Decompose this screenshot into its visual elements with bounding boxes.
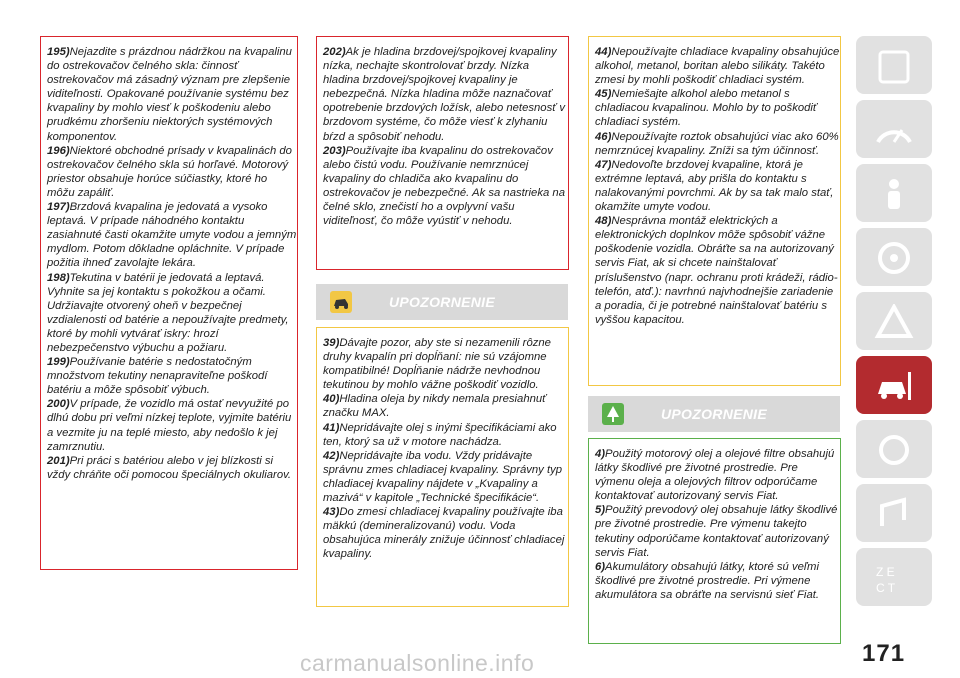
note-text: Do zmesi chladiacej kvapaliny používajte iba mäkkú (demineralizovanú) vodu. Voda obsahujúca minerály znižuje účinnosť chladiacej kvapaliny. [323,506,565,561]
note-item [323,336,568,392]
note-item [323,45,568,144]
note-item [47,454,297,482]
note-item [323,449,568,505]
svg-text:C T: C T [876,581,896,595]
warning-triangle-icon [874,304,914,340]
note-number: 46) [595,130,612,143]
note-text: Použitý prevodový olej obsahuje látky škodlivé pre životné prostredie. Pre výmenu takejto tekutiny odporúčame kontaktovať autorizovaný servis Fiat. [595,504,838,559]
note-number: 4) [595,448,606,460]
note-text: V prípade, že vozidlo má ostať nevyužité po dlhú dobu pri veľmi nízkej teplote, vyjmite batériu a vezmite ju na teplé miesto, aby nedošlo k jej zamrznutiu. [47,398,292,453]
warning-title: UPOZORNENIE [661,406,767,422]
note-item [595,447,840,503]
note-text: Brzdová kvapalina je jedovatá a vysoko leptavá. V prípade náhodného kontaktu zasiahnuté časti okamžite umyte vodou a jemným mydlom. Potom dôkladne opláchnite. V prípade požitia ihneď zavolajte lekára. [47,201,297,270]
chapter-tab-8[interactable] [856,484,932,542]
warning-title: UPOZORNENIE [389,294,495,310]
specifications-icon [874,432,914,468]
note-number: 195) [47,46,70,58]
watermark: carmanualsonline.info [300,650,535,676]
note-number: 48) [595,215,612,228]
note-number: 47) [595,158,612,171]
note-text: Používajte iba kvapalinu do ostrekovačov alebo čistú vodu. Používanie nemrznúcej kvapaliny do chladiča ako kvapalinu do ostrekovačov je nebezpečné. Ak sa nastriekа na čelné sklo, znečistí ho a ovplyvní vašu viditeľnosť, čo môže vyústiť v nehodu. [323,144,565,228]
note-item [47,271,297,356]
note-text: Použitý motorový olej a olejové filtre obsahujú látky škodlivé pre životné prostredie. Pre výmenu oleja a olejových filtrov odporúčame kontaktovať autorizovaný servis Fiat. [595,448,835,503]
note-number: 196) [47,144,70,157]
warning-header-2 [588,396,840,432]
multimedia-icon [874,496,914,532]
note-number: 5) [595,504,606,517]
note-text: Nemiešajte alkohol alebo metanol s chladiacou kvapalinou. Mohlo by to poškodiť chladiaci systém. [595,88,817,129]
dashboard-icon [874,112,914,148]
note-number: 40) [323,393,340,406]
chapter-tab-4[interactable] [856,228,932,286]
index-letters-icon [874,560,914,596]
note-number: 203) [323,144,346,157]
page-number: 171 [862,640,906,667]
chapter-tab-3[interactable] [856,164,932,222]
chapter-tab-7[interactable] [856,420,932,478]
note-item [47,144,297,200]
chapter-tabs [856,36,932,612]
note-item [595,130,840,158]
notes-column-warning [316,327,569,607]
note-number: 197) [47,201,70,214]
note-item [323,505,568,561]
chapter-tab-6[interactable] [856,356,932,414]
note-number: 39) [323,337,340,349]
notes-column-2 [316,36,569,270]
note-number: 198) [47,271,70,284]
note-item [595,87,840,129]
warning-header-1 [316,284,568,320]
note-text: Používanie batérie s nedostatočným množstvom tekutiny nenapraviteľne poškodí batériu a môže spôsobiť výbuch. [47,356,268,397]
note-item [595,158,840,214]
note-number: 44) [595,46,612,58]
note-item [323,392,568,420]
note-number: 199) [47,356,70,369]
note-number: 201) [47,454,70,467]
note-number: 45) [595,88,612,101]
car-info-icon [874,48,914,84]
note-text: Nedovoľte brzdovej kvapaline, ktorá je extrémne leptavá, aby prišla do kontaktu s nalakovanými povrchmi. Ak by sa tak malo stať, okamžite umyte vodou. [595,158,834,214]
note-text: Akumulátory obsahujú látky, ktoré sú veľmi škodlivé pre životné prostredie. Pri výmene akumulátora sa obráťte na servisnú sieť Fiat. [595,560,820,601]
car-maintenance-icon [874,368,914,404]
note-text: Nepridávajte iba vodu. Vždy pridávajte správnu zmes chladiacej kvapaliny. Správny typ chladiacej kvapaliny nájdete v „Kvapaliny a mazivá“ v kapitole „Technické špecifikácie“. [323,449,563,505]
note-item [47,45,297,144]
seatbelt-safety-icon [874,176,914,212]
note-text: Hladina oleja by nikdy nemala presiahnuť značku MAX. [323,393,547,420]
note-number: 43) [323,506,340,519]
note-item [323,144,568,229]
note-item [47,397,297,453]
note-item [323,421,568,449]
note-number: 6) [595,560,606,573]
chapter-tab-2[interactable] [856,100,932,158]
notes-column-environment [588,438,841,644]
note-text: Niektoré obchodné prísady v kvapalinách do ostrekovačov čelného skla sú horľavé. Motorový priestor obsahuje horúce súčiastky, ktoré ho môžu zapáliť. [47,144,292,199]
note-number: 200) [47,398,70,411]
notes-column-1 [40,36,298,570]
note-number: 41) [323,421,340,434]
steering-wheel-icon [874,240,914,276]
note-item [595,560,840,602]
note-text: Nepoužívajte chladiace kvapaliny obsahujúce alkohol, metanol, boritan alebo silikáty. Takéto zmesi by mohli poškodiť chladiaci systém. [595,46,840,87]
note-item [595,45,840,87]
note-item [595,503,840,559]
note-number: 202) [323,46,346,58]
note-text: Nesprávna montáž elektrických a elektronických doplnkov môže spôsobiť vážne poškodenie vozidla. Obráťte sa na autorizovaný servis Fiat, ak si chcete nainštalovať príslušenstvo (napr. ochranu proti krádeži, rádio-telefón, atď.): navrhnú najvhodnejšie zariadenie a poradia, či je potrebné nainštalovať batériu s vyššou kapacitou. [595,215,838,326]
note-text: Tekutina v batérii je jedovatá a leptavá. Vyhnite sa jej kontaktu s pokožkou a očami. Udržiavajte otvorený oheň v bezpečnej vzdialenosti od batérie a nepoužívajte predmety, ktoré by mohli vytvárať iskry: hrozí nebezpečenstvo výbuchu a požiaru. [47,271,289,354]
note-text: Ak je hladina brzdovej/spojkovej kvapaliny nízka, nechajte skontrolovať brzdy. Nízka hladina brzdovej/spojkovej kvapaliny je nebezpečná. Nízka hladina môže naznačovať opotrebenie brzdových ložísk, alebo netesnosť v brzdovom systéme, čo môže viesť k zlyhaniu bŕzd a spôsobiť nehodu. [323,46,566,143]
note-item [47,355,297,397]
note-text: Dávajte pozor, aby ste si nezamenili rôzne druhy kvapalín pri dopĺňaní: nie sú vzájomne kompatibilné! Dopĺňanie nádrže nevhodnou tekutinou by mohlo vážne poškodiť vozidlo. [323,337,551,392]
chapter-tab-5[interactable] [856,292,932,350]
chapter-tab-9[interactable] [856,548,932,606]
note-text: Nepoužívajte roztok obsahujúci viac ako 60% nemrznúcej kvapaliny. Zníži sa tým účinnosť. [595,130,839,157]
notes-column-3 [588,36,841,386]
note-item [595,214,840,327]
chapter-tab-1[interactable] [856,36,932,94]
note-text: Nepridávajte olej s inými špecifikáciami ako ten, ktorý sa už v motore nachádza. [323,421,557,448]
note-text: Nejazdite s prázdnou nádržkou na kvapalinu do ostrekovačov čelného skla: činnosť ostrekovačov má zásadný význam pre zlepšenie viditeľnosti. Opakované používanie systému bez kvapaliny by mohlo viesť k poškodeniu alebo prudkému zhoršeniu niektorých systémových komponentov. [47,46,292,143]
note-item [47,200,297,270]
note-text: Pri práci s batériou alebo v jej blízkosti si vždy chráňte oči pomocou špeciálnych okuliarov. [47,454,292,481]
note-number: 42) [323,449,340,462]
svg-text:Z E: Z E [876,565,895,579]
